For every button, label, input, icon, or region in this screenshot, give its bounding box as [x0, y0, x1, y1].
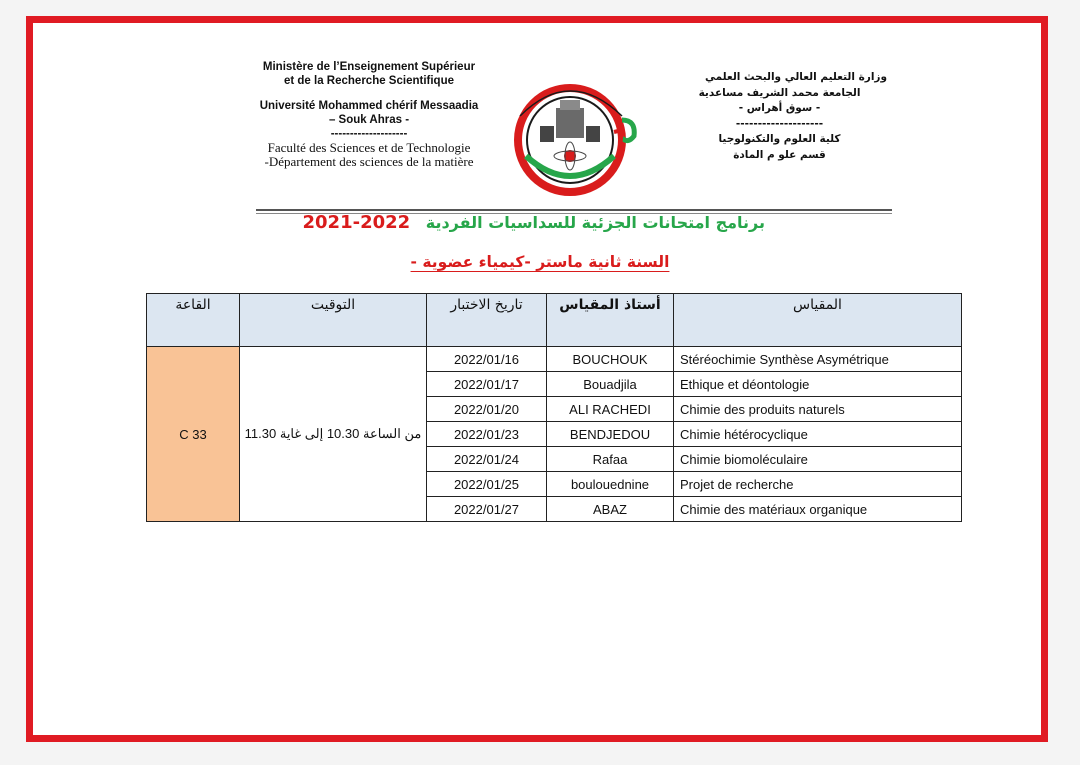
table-row [147, 347, 962, 372]
subject-cell: Stéréochimie Synthèse Asymétrique [674, 347, 962, 372]
university-name: Université Mohammed chérif Messaadia [259, 100, 479, 112]
subject-cell: Chimie des produits naturels [674, 397, 962, 422]
professor-cell: BENDJEDOU [547, 422, 674, 447]
date-cell: 2022/01/23 [427, 422, 547, 447]
professor-cell: ALI RACHEDI [547, 397, 674, 422]
university-ar: الجامعة محمد الشريف مساعدية [698, 86, 861, 99]
header-date: تاريخ الاختبار [427, 294, 547, 347]
faculty-name: Faculté des Sciences et de Technologie [267, 140, 471, 155]
faculty-ar: كلية العلوم والتكنولوجيا [718, 133, 841, 145]
professor-cell: boulouednine [547, 472, 674, 497]
time-cell: من الساعة 10.30 إلى غاية 11.30 [240, 347, 427, 522]
title-year: 2021-2022 [302, 212, 411, 233]
subject-cell: Chimie des matériaux organique [674, 497, 962, 522]
department-name: -Département des sciences de la matière [264, 154, 474, 169]
header-divider [256, 209, 892, 211]
date-cell: 2022/01/24 [427, 447, 547, 472]
university-city: – Souk Ahras - [328, 114, 410, 126]
header-professor: أستاذ المقياس [547, 294, 674, 347]
date-cell: 2022/01/25 [427, 472, 547, 497]
department-ar: قسم علو م المادة [733, 148, 826, 161]
professor-cell: Bouadjila [547, 372, 674, 397]
ministry-ar: وزارة التعليم العالي والبحث العلمي [704, 71, 887, 83]
city-ar: - سوق أهراس - [738, 102, 821, 114]
subject-cell: Chimie hétérocyclique [674, 422, 962, 447]
exam-schedule-table [146, 293, 962, 522]
professor-cell: BOUCHOUK [547, 347, 674, 372]
date-cell: 2022/01/17 [427, 372, 547, 397]
header-subject: المقياس [674, 294, 962, 347]
date-cell: 2022/01/27 [427, 497, 547, 522]
ministry-line-2: et de la Recherche Scientifique [283, 75, 454, 87]
professor-cell: Rafaa [547, 447, 674, 472]
separator-dashes: -------------------- [330, 128, 408, 140]
date-cell: 2022/01/20 [427, 397, 547, 422]
room-cell: C 33 [147, 347, 240, 522]
subject-cell: Chimie biomoléculaire [674, 447, 962, 472]
document-subtitle: السنة ثانية ماستر -كيمياء عضوية - [410, 253, 670, 271]
french-header [230, 60, 508, 169]
subject-cell: Projet de recherche [674, 472, 962, 497]
separator-ar: -------------------- [735, 117, 824, 130]
header-time: التوقيت [240, 294, 427, 347]
professor-cell: ABAZ [547, 497, 674, 522]
arabic-header [672, 70, 887, 163]
header-room: القاعة [147, 294, 240, 347]
date-cell: 2022/01/16 [427, 347, 547, 372]
university-logo [510, 56, 642, 204]
subject-cell: Ethique et déontologie [674, 372, 962, 397]
document-title [302, 212, 765, 233]
ministry-line-1: Ministère de l’Enseignement Supérieur [262, 61, 476, 73]
table-header-row [147, 294, 962, 347]
title-text: برنامج امتحانات الجزئية للسداسيات الفردية [425, 213, 765, 232]
